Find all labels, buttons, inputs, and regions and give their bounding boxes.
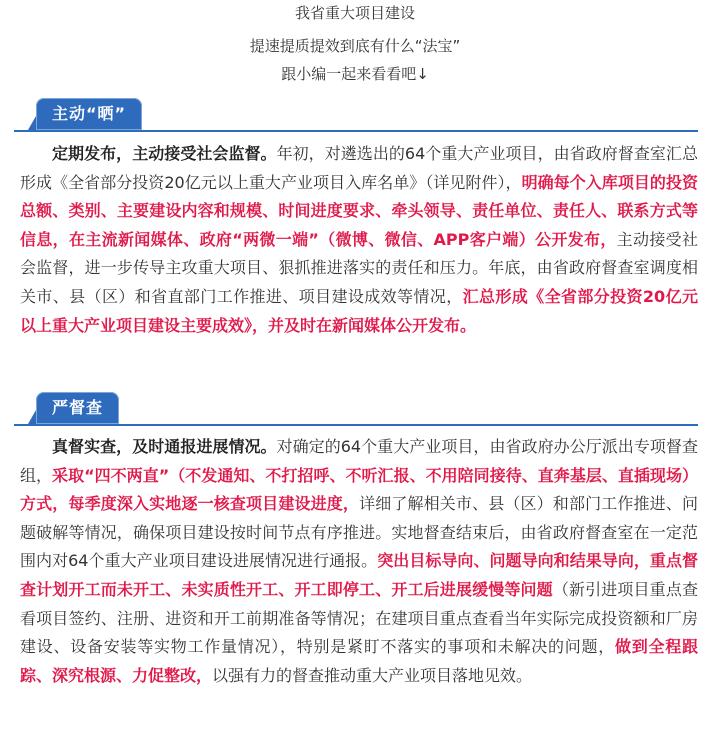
paragraph-highlight: 突出目标导向、问题导向和结果导向，重点督查计划开工而未开工、未实质性开工、开工即停工、开工后进展缓慢等问题 — [20, 551, 698, 599]
paragraph-highlight: 做到全程跟踪、深究根源、力促整改， — [20, 637, 698, 685]
paragraph-lead: 定期发布，主动接受社会监督。 — [52, 144, 277, 163]
paragraph-text: 以强有力的督查推动重大产业项目落地见效。 — [212, 665, 533, 685]
tab-corner-decoration — [28, 410, 36, 424]
paragraph-lead: 真督实查，及时通报进展情况。 — [52, 437, 277, 456]
section-paragraph-dudu — [20, 433, 698, 690]
section-divider-line — [14, 424, 698, 426]
paragraph-text: 对确定的64个重大产业项目，由省政府办公厅派出专项督查组， — [20, 437, 698, 485]
section-tab-label: 严督查 — [36, 392, 119, 424]
paragraph-text: （新引进项目重点查看项目签约、注册、进资和开工前期准备等情况；在建项目重点查看当年实际完成投资额和厂房建设、设备安装等实物工作量情况），特别是紧盯不落实的事项和未解决的问题， — [20, 579, 698, 657]
paragraph-highlight: 采取“四不两直”（不发通知、不打招呼、不听汇报、不用陪同接待、直奔基层、直插现场）方式，每季度深入实地逐一核查项目建设进度， — [20, 465, 698, 514]
paragraph-highlight: 明确每个入库项目的投资总额、类别、主要建设内容和规模、时间进度要求、牵头领导、责任单位、责任人、联系方式等信息，在主流新闻媒体、政府“两微一端”（微博、微信、APP客户端）公开发布， — [20, 172, 698, 249]
intro-line-3: 跟小编一起来看看吧↓ — [281, 65, 429, 83]
intro-line-1: 我省重大项目建设 — [294, 4, 415, 22]
section-header-zhudong — [14, 98, 698, 132]
section-tab-label: 主动“晒” — [36, 98, 142, 130]
paragraph-text: 年初，对遴选出的64个重大产业项目，由省政府督查室汇总形成《全省部分投资20亿元以上重大产业项目入库名单》（详见附件）， — [20, 144, 698, 192]
section-paragraph-zhudong — [20, 140, 698, 340]
paragraph-highlight: 汇总形成《全省部分投资20亿元以上重大产业项目建设主要成效》，并及时在新闻媒体公开发布。 — [20, 286, 698, 335]
paragraph-text: 详细了解相关市、县（区）和部门工作推进、问题破解等情况，确保项目建设按时间节点有序推进。实地督查结束后，由省政府督查室在一定范围内对64个重大产业项目建设进展情况进行通报。 — [20, 494, 698, 571]
paragraph-text: 主动接受社会监督，进一步传导主攻重大项目、狠抓推进落实的责任和压力。年底，由省政府督查室调度相关市、县（区）和省直部门工作推进、项目建设成效等情况， — [20, 229, 698, 306]
section-header-dudu — [14, 392, 698, 426]
tab-corner-decoration — [28, 116, 36, 130]
section-divider-line — [14, 130, 698, 132]
intro-line-2: 提速提质提效到底有什么“法宝” — [249, 37, 461, 55]
